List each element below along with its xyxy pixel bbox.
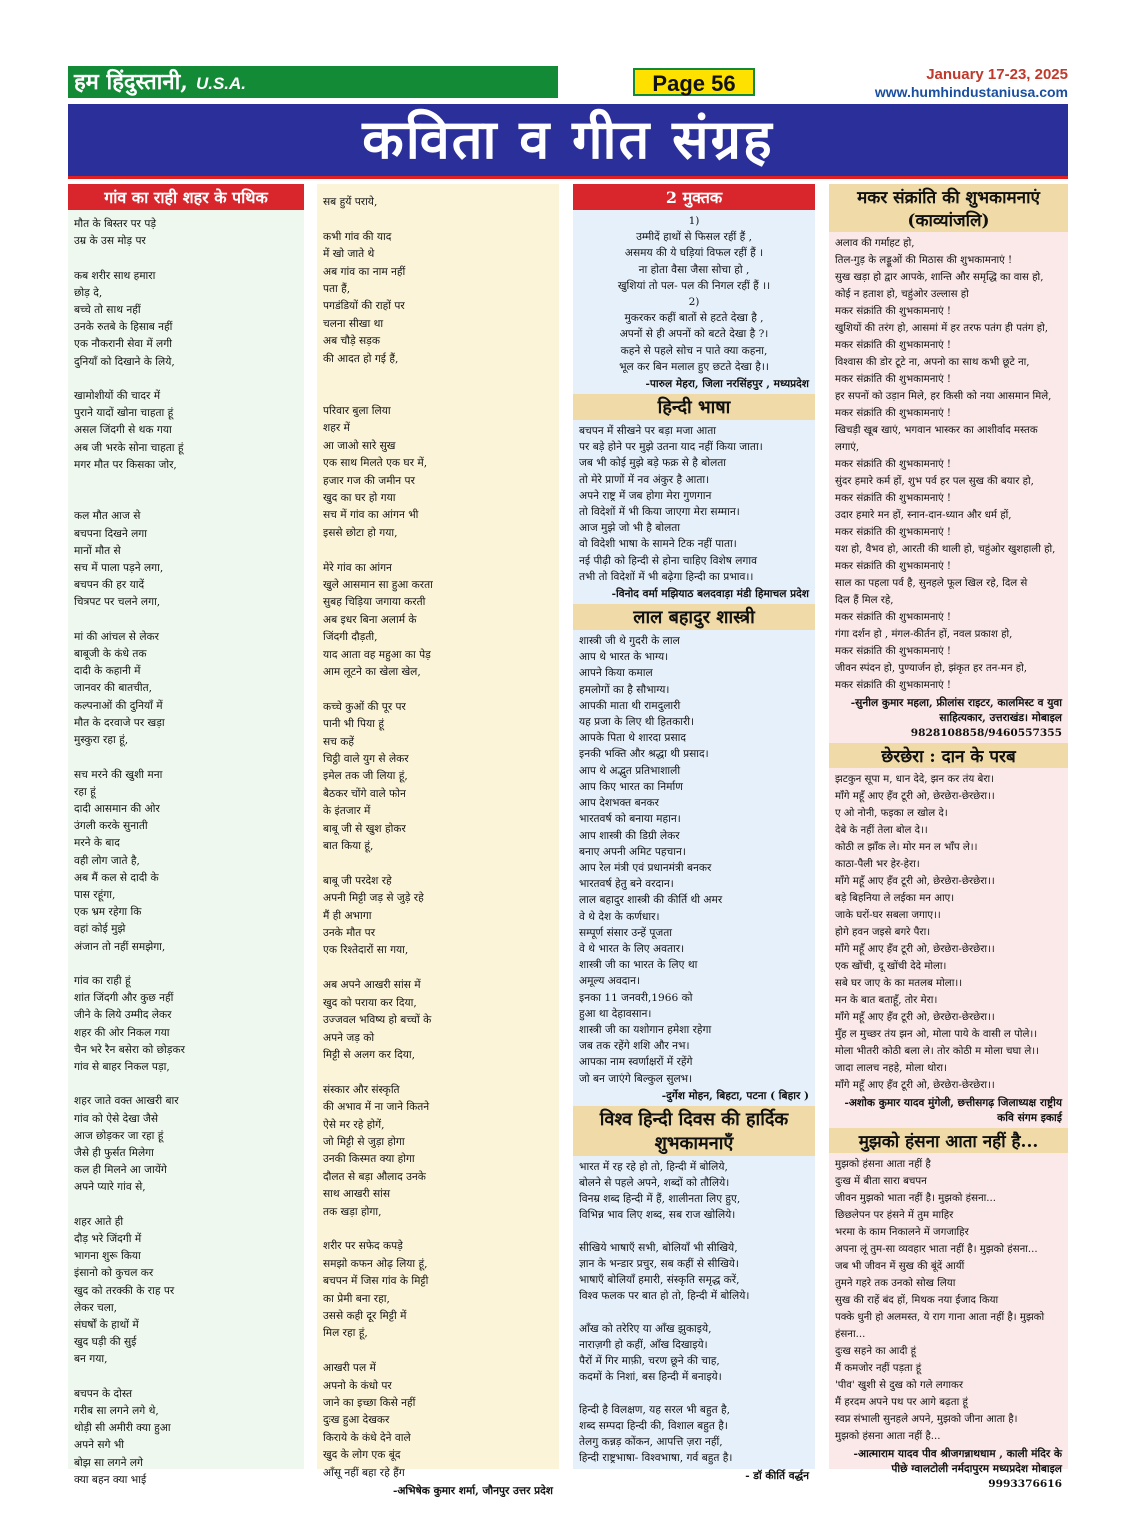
- vishwa-hindi-title: विश्व हिन्दी दिवस की हार्दिक शुभकामनाएँ: [573, 1106, 815, 1156]
- page-number: Page 56: [633, 68, 755, 96]
- masthead: [68, 66, 736, 98]
- makar-title: मकर संक्रांति की शुभकामनाएं (काव्यांजलि): [829, 184, 1068, 232]
- issue-date: January 17-23, 2025: [926, 66, 1068, 83]
- brand-name: हम हिंदुस्तानी,: [74, 69, 188, 95]
- hindi-bhasha-author: -विनोद वर्मा मझियाठ बलदवाड़ा मंडी हिमाचल प्रदेश: [611, 588, 809, 601]
- brand-bar: [68, 66, 558, 98]
- shastri-title: लाल बहादुर शास्त्री: [573, 604, 815, 630]
- vishwa-hindi-text: भारत में रह रहे हो तो, हिन्दी में बोलिये, बोलने से पहले अपने, शब्दों को तौलिये। विनम्र शब्द हिन्दी में हैं, शालीनता लिए हुए, विभिन्न भाव लिए शब्द, सब राज खोलिये। सीखिये भाषाएँ सभी, बोलियाँ भी सीखिये, ज्ञान के भन्डार प्रचुर, सब कहीं से सीखिये। भाषाएँ बोलियाँ हमारी, संस्कृति समृद्ध करें, विश्व फलक पर बात हो तो, हिन्दी में बोलिये। आँख को तरेरिए या आँख झुकाइये, नाराज़गी हो कहीं, आँख दिखाइये। पैरों में गिर माफ़ी, चरण छूने की चाह, कदमों के निशां, बस हिन्दी में बनाइये। हिन्दी है विलक्षण, यह सरल भी बहुत है, शब्द सम्पदा हिन्दी की, विशाल बहुत है। तेलगु कन्नड़ कोंकन, आपत्ति ज़रा नहीं, हिन्दी राष्ट्रभाषा- विश्वभाषा, गर्व बहुत है।: [579, 1160, 750, 1465]
- website-link[interactable]: www.humhindustaniusa.com: [874, 84, 1068, 100]
- vishwa-hindi-author: - डॉ कीर्ति वर्द्धन: [745, 1469, 809, 1482]
- hasna-text: मुझको हंसना आता नहीं है दुःख में बीता सारा बचपन जीवन मुझको भाता नहीं है। मुझको हंसना... छिछलेपन पर हंसने में तुम माहिर भरमा के काम निकालने में जगजाहिर अपना लूं तुम-सा व्यवहार भाता नहीं है। मुझको हंसना... जब भी जीवन में सुख की बूंदें आयीं तुमने गहरे तक उनको सोख लिया सुख की राहें बंद हों, मिथक नया ईजाद किया पक्के धुनी हो अलमस्त, ये राग गाना आता नहीं है। मुझको हंसना... दुःख सहने का आदी हूं मैं कमजोर नहीं पड़ता हूं 'पीव' खुशी से दुख को गले लगाकर मैं हरदम अपने पथ पर आगे बढ़ता हूं स्वप्न संभाली सुनहले अपने, मुझको जीना आता है। मुझको हंसना आता नहीं है...: [835, 1159, 1045, 1442]
- column-4: [829, 184, 1068, 1490]
- poem-text: मौत के बिस्तर पर पड़े उम्र के उस मोड़ पर कब शरीर साथ हमारा छोड़ दे, बच्चे तो साथ नहीं उनके रुतबे के हिसाब नहीं एक नौकरानी सेवा में लगी दुनियाँ को दिखाने के लिये, खामोशीयों की चादर में पुराने यादों खोना चाहता हूं असल जिंदगी से थक गया अब जी भरके सोना चाहता हूं मगर मौत पर किसका जोर, कल मौत आज से बचपना दिखने लगा मानों मौत से सच में पाला पड़ने लगा, बचपन की हर यादें चित्रपट पर चलने लगा, मां की आंचल से लेकर बाबूजी के कंधे तक दादी के कहानी में जानवर की बातचीत, कल्पनाओं की दुनियाँ में मौत के दरवाजे पर खड़ा मुस्कुरा रहा हूं, सच मरने की खुशी मना रहा हूं दादी आसमान की ओर उंगली करके सुनाती मरने के बाद वही लोग जाते है, अब मैं कल से दादी के पास रहूंगा, एक भ्रम रहेगा कि वहां कोई मुझे अंजान तो नहीं समझेगा, गांव का राही हूं शांत जिंदगी और कुछ नहीं जीने के लिये उम्मीद लेकर शहर की ओर निकल गया चैन भरे रैन बसेरा को छोड़कर गांव से बाहर निकल पड़ा, शहर जाते वक्त आखरी बार गांव को ऐसे देखा जैसे आज छोड़कर जा रहा हूं जैसे ही फुर्सत मिलेगा कल ही मिलने आ जायेंगे अपने प्यारे गांव से, शहर आते ही दौड़ भरे जिंदगी में भागना शुरू किया इंसानो को कुचल कर खुद को तरक्की के राह पर लेकर चला, संघर्षों के हाथों में खुद घड़ी की सुई बन गया, बचपन के दोस्त गरीब सा लगने लगे थे, थोड़ी सी अमीरी क्या हुआ अपने सगे भी बोझ सा लगने लगे क्या बहन क्या भाई: [74, 218, 185, 1486]
- muktak-title: 2 मुक्तक: [573, 184, 815, 210]
- poem-author: -अभिषेक कुमार शर्मा, जौनपुर उत्तर प्रदेश: [392, 1485, 553, 1498]
- shastri-text: शास्त्री जी थे गुदरी के लाल आप थे भारत के भाग्य। आपने किया कमाल हमलोगों का है सौभाग्य। आपकी माता थी रामदुलारी यह प्रजा के लिए थी हितकारी। आपके पिता थे शारदा प्रसाद इनकी भक्ति और श्रद्धा थी प्रसाद। आप थे अद्भुत प्रतिभाशाली आप किए भारत का निर्माण आप देशभक्त बनकर भारतवर्ष को बनाया महान। आप शास्त्री की डिग्री लेकर बनाए अपनी अमिट पहचान। आप रेल मंत्री एवं प्रधानमंत्री बनकर भारतवर्ष हेतु बने वरदान। लाल बहादुर शास्त्री की कीर्ति थी अमर वे थे देश के कर्णधार। सम्पूर्ण संसार उन्हें पूजता वे थे भारत के लिए अवतार। शास्त्री जी का भारत के लिए था अमूल्य अवदान। इनका 11 जनवरी,1966 को हुआ था देहावसान। शास्त्री जी का यशोगान हमेशा रहेगा जब तक रहेंगे शशि और नभ। आपका नाम स्वर्णाक्षरों में रहेंगे जो बन जाएंगे बिल्कुल सुलभ।: [579, 635, 723, 1085]
- page-banner: कविता व गीत संग्रह: [68, 104, 1068, 179]
- cherchera-title: छेरछेरा : दान के परब: [829, 743, 1068, 768]
- cherchera-author: -अशोक कुमार यादव मुंगेली, छत्तीसगढ़ जिलाध्यक्ष राष्ट्रीय कवि संगम इकाई: [844, 1097, 1062, 1124]
- brand-suffix: U.S.A.: [195, 74, 246, 93]
- hasna-author: -आत्माराम यादव पीव श्रीजगन्नाथधाम , काली मंदिर के पीछे ग्वालटोली नर्मदापुरम मध्यप्रदेश मोबाइल 9993376616: [853, 1448, 1062, 1490]
- shastri-author: -दुर्गेश मोहन, बिहटा, पटना ( बिहार ): [661, 1089, 809, 1102]
- poem-title: गांव का राही शहर के पथिक: [68, 184, 304, 210]
- cherchera-text: झटकुन सूपा म, धान देदे, झन कर तंय बेरा। माँगे महूँ आए हँव टूरी ओ, छेरछेरा-छेरछेरा।। ए ओ नोनी, फइका ल खोल दे। देबे के नहीं तेला बोल दे।। कोठी ल झाँक ले। मोर मन ल भाँप ले।। काठा-पैली भर हेर-हेरा। माँगे महूँ आए हँव टूरी ओ, छेरछेरा-छेरछेरा।। बड़े बिहनिया ले लईका मन आए। जाके घरों-घर सबला जगाए।। होगे हवन जइसे बगरे पैरा। माँगे महूँ आए हँव टूरी ओ, छेरछेरा-छेरछेरा।। एक खोंची, दू खोंची देदे मोला। सबे घर जाए के का मतलब मोला।। मन के बात बताहूँ, तोर मेरा। माँगे महूँ आए हँव टूरी ओ, छेरछेरा-छेरछेरा।। मुँह ल मुच्छर तंय झन ओ, मोला पाये के वासी ल पोले।। मोला भीतरी कोठी बला ले। तोर कोठी म मोला चघा ले।। जादा लालच नहहे, मोला थोरा। माँगे महूँ आए हँव टूरी ओ, छेरछेरा-छेरछेरा।।: [835, 774, 1039, 1091]
- hindi-bhasha-title: हिन्दी भाषा: [573, 394, 815, 420]
- column-3: [573, 184, 815, 1482]
- muktak-text: 1) उम्मीदें हाथों से फिसल रहीं हैं , असमय की ये घड़ियां विफल रहीं हैं । ना होता वैसा जैसा सोचा हो , खुशियां तो पल- पल की निगल रहीं हैं ।। 2) मुकरकर कहीं बातों से हटते देखा है , अपनों से ही अपनों को बटते देखा है ?। कहने से पहले सोच न पाते क्या कहना, भूल कर बिन मलाल हुए छटते देखा है।।: [617, 215, 771, 373]
- muktak-author: -पारुल मेहरा, जिला नरसिंहपुर , मध्यप्रदेश: [645, 378, 809, 391]
- poem-text: सब हुयें पराये, कभी गांव की याद में खो जाते थे अब गांव का नाम नहीं पता हैं, पगडंडियों की राहों पर चलना सीखा था अब चौड़े सड़क की आदत हो गई हैं, परिवार बुला लिया शहर में आ जाओ सारे सुख एक साथ मिलते एक घर में, हजार गज की जमीन पर खुद का घर हो गया सच में गांव का आंगन भी इससे छोटा हो गया, मेरे गांव का आंगन खुले आसमान सा हुआ करता सुबह चिड़िया जगाया करती अब इधर बिना अलार्म के जिंदगी दौड़ती, याद आता वह महुआ का पेड़ आम लूटने का खेला खेल, कच्चे कुओं की पूर पर पानी भी पिया हूं सच कहें चिट्ठी वाले युग से लेकर इमेल तक जी लिया हूं, बैठकर चोंगे वाले फोन के इंतजार में बाबू जी से खुश होकर बात किया हूं, बाबू जी परदेश रहे अपनी मिट्टी जड़ से जुड़े रहे मैं ही अभागा उनके मौत पर एक रिश्तेदारों सा गया, अब अपने आखरी सांस में खुद को पराया कर दिया, उज्जवल भविष्य हो बच्चों के अपने जड़ को मिट्टी से अलग कर दिया, संस्कार और संस्कृति की अभाव में ना जाने कितने ऐसे मर रहे होगें, जो मिट्टी से जुड़ा होगा उनकी किस्मत क्या होगा दौलत से बड़ा औलाद उनके साथ आखरी सांस तक खड़ा होगा, शरीर पर सफेद कपड़े समझो कफन ओढ़ लिया हूं, बचपन में जिस गांव के मिट्टी का प्रेमी बना रहा, उससे कही दूर मिट्टी में मिल रहा हूं, आखरी पल में अपनो के कंधो पर जाने का इच्छा किसे नहीं दुःख हुआ देखकर किराये के कंधे देने वाले खुद के लोग एक बूंद आँसू नहीं बहा रहे हैंग: [323, 196, 433, 1479]
- column-1: [68, 184, 304, 1486]
- makar-author: -सुनील कुमार महला, फ्रीलांस राइटर, कालमिस्ट व युवा साहित्यकार, उत्तराखंड। मोबाइल 9828108858/9460557355: [850, 697, 1062, 739]
- makar-text: अलाव की गर्माहट हो, तिल-गुड़ के लड्डूओं की मिठास की शुभकामनाएं ! सुख खड़ा हो द्वार आपके, शान्ति और समृद्धि का वास हो, कोई न हताश हो, चहुंओर उल्लास हो मकर संक्रांति की शुभकामनाएं ! खुशियों की तरंग हो, आसमां में हर तरफ पतंग ही पतंग हो, मकर संक्रांति की शुभकामनाएं ! विश्वास की डोर टूटे ना, अपनो का साथ कभी छूटे ना, मकर संक्रांति की शुभकामनाएं ! हर सपनों को उड़ान मिले, हर किसी को नया आसमान मिले, मकर संक्रांति की शुभकामनाएं ! खिचड़ी खूब खाएं, भगवान भास्कर का आशीर्वाद मस्तक लगाएं, मकर संक्रांति की शुभकामनाएं ! सुंदर हमारे कर्म हों, शुभ पर्व हर पल सुख की बयार हो, मकर संक्रांति की शुभकामनाएं ! उदार हमारे मन हों, स्नान-दान-ध्यान और धर्म हों, मकर संक्रांति की शुभकामनाएं ! यश हो, वैभव हो, आरती की थाली हो, चहुंओर खुशहाली हो, मकर संक्रांति की शुभकामनाएं ! साल का पहला पर्व है, सुनहले फूल खिल रहे, दिल से दिल हैं मिल रहे, मकर संक्रांति की शुभकामनाएं ! गंगा दर्शन हो , मंगल-कीर्तन हों, नवल प्रकाश हो, मकर संक्रांति की शुभकामनाएं ! जीवन स्पंदन हो, पुण्यार्जन हो, झंकृत हर तन-मन हो, मकर संक्रांति की शुभकामनाएं !: [835, 238, 1056, 691]
- column-2: [317, 184, 559, 1498]
- hindi-bhasha-text: बचपन में सीखने पर बड़ा मजा आता पर बड़े होने पर मुझे उतना याद नहीं किया जाता। जब भी कोई मुझे बड़े फक्र से है बोलता तो मेरे प्राणों में नव अंकुर है आता। अपने राष्ट्र में जब होगा मेरा गुणगान तो विदेशों में भी किया जाएगा मेरा सम्मान। आज मुझे जो भी है बोलता वो विदेशी भाषा के सामने टिक नहीं पाता। नई पीढ़ी को हिन्दी से होना चाहिए विशेष लगाव तभी तो विदेशों में भी बढ़ेगा हिन्दी का प्रभाव।।: [579, 425, 763, 583]
- hasna-title: मुझको हंसना आता नहीं है...: [829, 1128, 1068, 1153]
